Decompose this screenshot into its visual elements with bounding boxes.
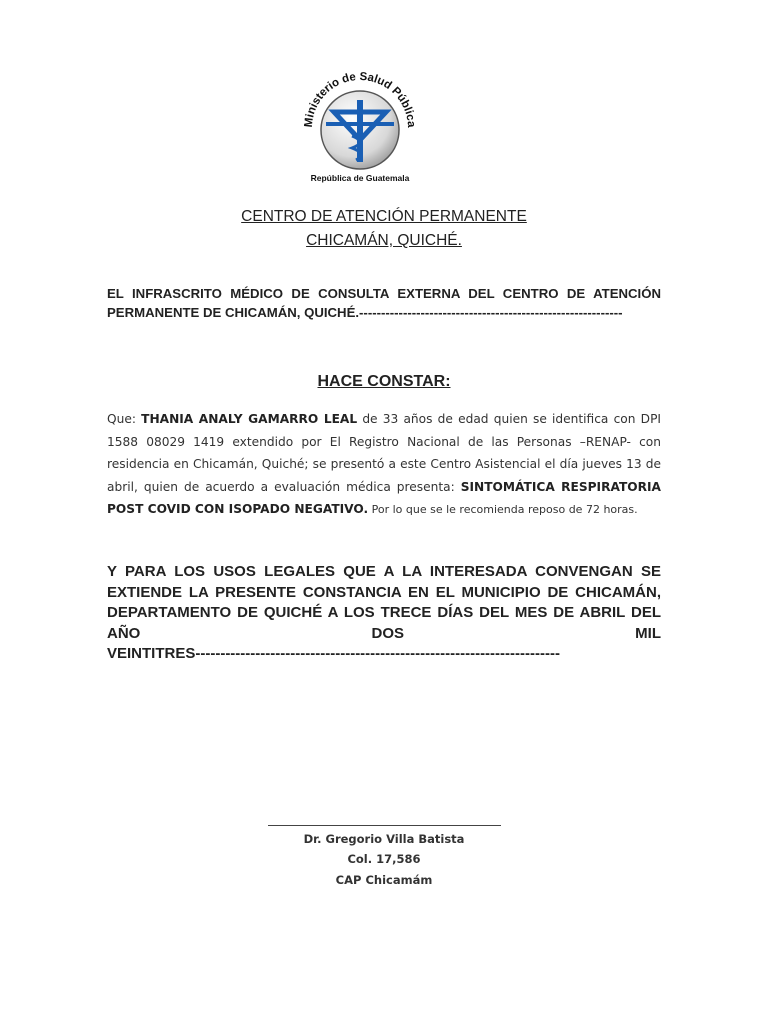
document-title: HACE CONSTAR:	[317, 373, 451, 390]
ministry-logo	[296, 62, 426, 187]
signature-line	[268, 825, 501, 826]
recommendation: Por lo que se le recomienda reposo de 72 horas.	[368, 503, 638, 516]
body-paragraph	[107, 408, 661, 522]
closing-line: VEINTITRES-------------------------------------------------------------------------	[107, 645, 560, 662]
intro-paragraph: EL INFRASCRITO MÉDICO DE CONSULTA EXTERNA DEL CENTRO DE ATENCIÓN PERMANENTE DE CHICAMÁN, QUICHÉ.------------------------------------------------------------	[107, 286, 661, 320]
body-prefix: Que:	[107, 412, 142, 426]
closing-line: EXTIENDE LA PRESENTE CONSTANCIA EN EL MUNICIPIO DE CHICAMÁN,	[107, 583, 661, 601]
doctor-name: Dr. Gregorio Villa Batista	[303, 832, 465, 846]
closing-paragraph	[107, 562, 661, 665]
doctor-location: CAP Chicamám	[335, 873, 433, 887]
diagnosis: SINTOMÁTICA RESPIRATORIA POST COVID CON ISOPADO NEGATIVO.	[107, 479, 661, 516]
closing-line: AÑO DOS MIL	[107, 624, 661, 642]
logo-subtitle: República de Guatemala	[310, 173, 410, 183]
svg-text:Ministerio de Salud Pública: Ministerio de Salud Pública	[302, 70, 418, 128]
ministry-seal-icon	[296, 62, 426, 187]
doctor-license: Col. 17,586	[347, 852, 421, 866]
closing-line: DEPARTAMENTO DE QUICHÉ A LOS TRECE DÍAS DEL MES DE ABRIL DEL	[107, 604, 661, 621]
header-line-2: CHICAMÁN, QUICHÉ.	[306, 232, 462, 249]
closing-line: Y PARA LOS USOS LEGALES QUE A LA INTERESADA CONVENGAN SE	[107, 563, 661, 580]
patient-name: THANIA ANALY GAMARRO LEAL	[141, 412, 358, 426]
header-line-1: CENTRO DE ATENCIÓN PERMANENTE	[241, 208, 527, 225]
body-details: de 33 años de edad quien se identifica con DPI 1588 08029 1419 extendido por El Registro Nacional de las Personas –RENAP- con residencia en Chicamán, Quiché; se presentó a este Centro Asistencial el día jueves 13 de abril, quien de acuerdo a evaluación médica presenta:	[107, 412, 662, 494]
